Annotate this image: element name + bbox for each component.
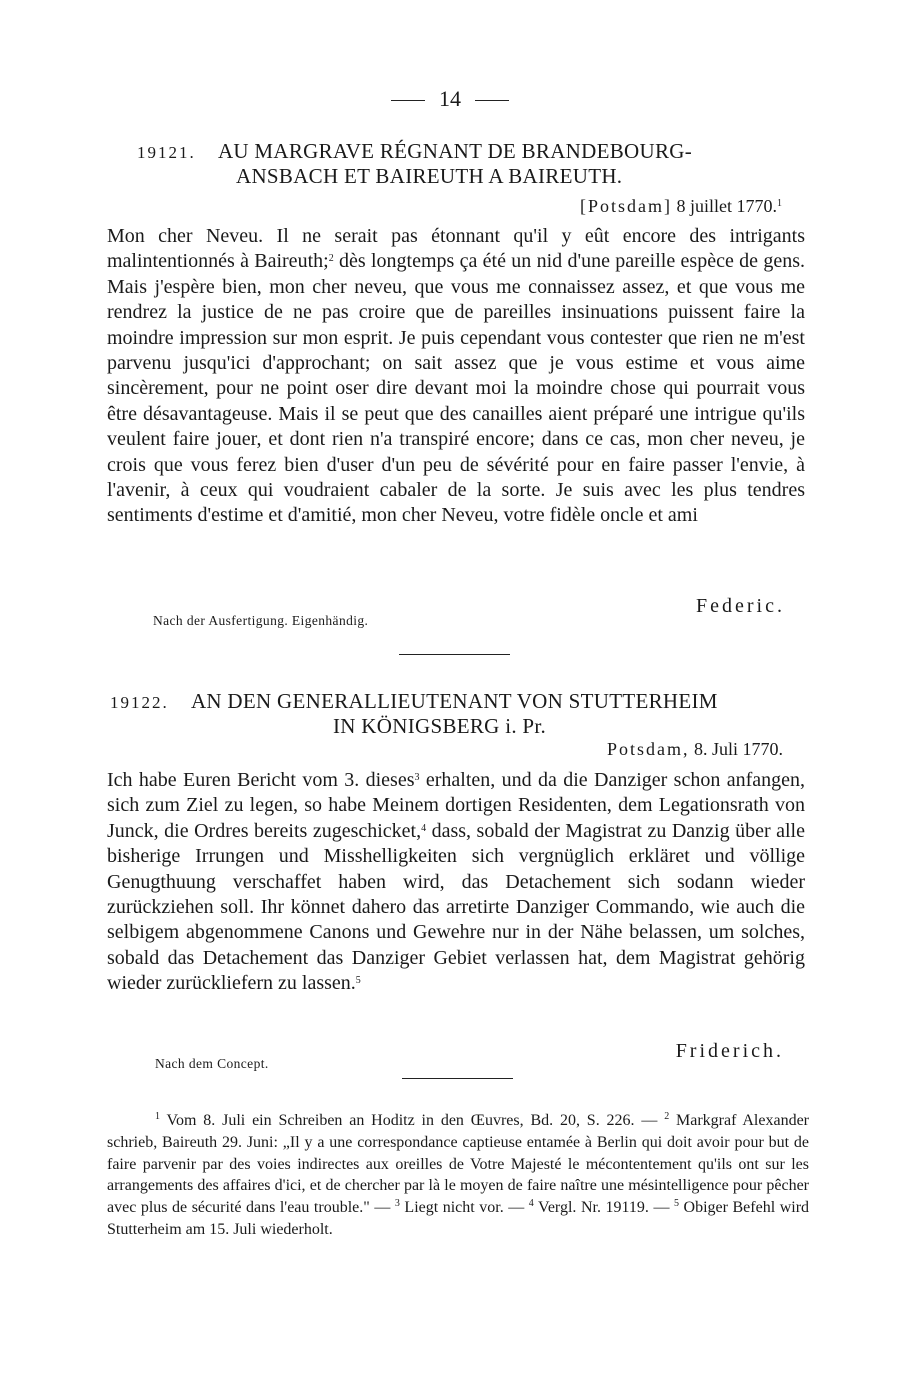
letter-1-heading-text: AU MARGRAVE RÉGNANT DE BRANDEBOURG- bbox=[217, 139, 693, 163]
letter-2-text: dass, sobald der Magistrat zu Danzig über alle bisherige Irrungen und Misshelligkeiten sich vergnüglich erkläret und völlige Genugthuung verschaffet haben wird, das Detachement sich sodann wieder zurückziehen soll. Ihr könnet dahero das arretirte Danziger Commando, wie auch die selbigem abgenommene Canons und Gewehre nur in der Nähe belassen, um solches, sobald das Detachement das Danziger Gebiet verlassen hat, dem Magistrat gehörig wieder zurückliefern zu lassen. bbox=[107, 819, 805, 995]
letter-2-source-note: Nach dem Concept. bbox=[155, 1056, 269, 1071]
footnotes bbox=[107, 1110, 809, 1241]
page-number bbox=[0, 86, 900, 112]
letter-2-date bbox=[607, 739, 783, 760]
letter-2-paragraph bbox=[107, 768, 805, 997]
section-divider bbox=[399, 654, 510, 655]
page-number-rule-right bbox=[475, 100, 509, 101]
footnote-text: Vergl. Nr. 19119. — bbox=[533, 1199, 674, 1217]
footnote-text: Obiger Befehl wird Stutterheim am 15. Juli wiederholt. bbox=[107, 1199, 810, 1238]
letter-1-heading-line2: ANSBACH ET BAIREUTH A BAIREUTH. bbox=[236, 164, 623, 188]
footnote-ref: 3 bbox=[414, 772, 420, 783]
letter-1-source-note: Nach der Ausfertigung. Eigenhändig. bbox=[153, 613, 369, 628]
letter-2-body bbox=[107, 768, 805, 997]
letter-1-signature: Federic. bbox=[696, 595, 785, 617]
letter-1-text: dès longtemps ça été un nid d'une pareille espèce de gens. Mais j'espère bien, mon cher neveu, que vous me connaissez assez, et que vous me rendrez la justice de ne pas croire que de pareilles insinuations puissent faire la moindre impression sur mon esprit. Je puis cependant vous contester que rien ne m'est parvenu jusqu'ici d'approchant; on sait assez que je vous estime et vous aime sincèrement, pour ne point oser dire devant moi la moindre chose qui pourrait vous être désavantageuse. Mais il se peut que des canailles aient préparé une intrigue qu'ils veulent faire jouer, et dont rien n'a transpiré encore; dans ce cas, mon cher neveu, je crois que vous ferez bien d'user d'un peu de sévérité pour en faire passer l'envie, à l'avenir, à ceux qui voudraient cabaler de la sorte. Je suis avec les plus tendres sentiments d'estime et d'amitié, mon cher Neveu, votre fidèle oncle et ami bbox=[107, 250, 805, 527]
section-divider bbox=[402, 1078, 513, 1079]
footnote-marker: 1 bbox=[155, 1111, 160, 1122]
page-number-text: 14 bbox=[439, 86, 461, 111]
footnote-ref: 2 bbox=[328, 253, 334, 265]
letter-1-number: 19121. bbox=[137, 143, 196, 162]
footnote-ref: 5 bbox=[355, 975, 361, 987]
footnotes-paragraph bbox=[107, 1110, 809, 1241]
letter-1-date-place: [Potsdam] bbox=[580, 196, 672, 216]
footnote-marker: 4 bbox=[528, 1198, 534, 1210]
letter-1-paragraph bbox=[107, 224, 805, 529]
letter-2-signature: Friderich. bbox=[675, 1040, 784, 1062]
letter-2-number: 19122. bbox=[110, 693, 169, 712]
footnote-marker: 3 bbox=[394, 1198, 400, 1210]
footnote-text: Markgraf Alexander schrieb, Baireuth 29. Juni: „Il y a une correspondance captieuse entamée à Berlin qui doit avoir pour but de faire parvenir par des voies indirectes aux oreilles de Votre Majesté le mécontentement qu'ils ont sur les arrangements des affaires d'ici, et de chercher par là le moyen de faire naître une mésintelligence pour pêcher avec plus de sécurité dans l'eau trouble." — bbox=[107, 1112, 810, 1217]
page-number-rule-left bbox=[391, 100, 425, 101]
letter-1-date-rest: 8 juillet 1770. bbox=[672, 196, 777, 216]
footnote-text: Vom 8. Juli ein Schreiben an Hoditz in den Œuvres, Bd. 20, S. 226. — bbox=[160, 1112, 665, 1129]
footnote-text: Liegt nicht vor. — bbox=[399, 1199, 529, 1217]
letter-1-text: Mon cher Neveu. Il ne serait pas étonnant qu'il y eût encore des intrigants malintentionnés à Baireuth; bbox=[107, 225, 805, 273]
letter-2-date-place: Potsdam, bbox=[606, 739, 690, 759]
letter-2-date-rest: 8. Juli 1770. bbox=[689, 739, 783, 759]
letter-1-body bbox=[107, 224, 805, 529]
footnote-ref: 4 bbox=[421, 822, 427, 834]
letter-1-date-note: 1 bbox=[777, 198, 782, 209]
letter-2-heading-text: AN DEN GENERALLIEUTENANT VON STUTTERHEIM bbox=[190, 689, 718, 713]
letter-2-heading-line2: IN KÖNIGSBERG i. Pr. bbox=[333, 714, 547, 738]
letter-1-date bbox=[580, 196, 782, 217]
footnote-marker: 5 bbox=[674, 1198, 679, 1210]
letter-2-heading-line1 bbox=[110, 688, 718, 716]
letter-2-text: Ich habe Euren Bericht vom 3. dieses bbox=[107, 769, 415, 791]
footnote-marker: 2 bbox=[664, 1111, 670, 1122]
letter-1-heading-line1 bbox=[137, 138, 692, 166]
letter-2-text: erhalten, und da die Danziger schon anfangen, sich zum Ziel zu legen, so habe Meinem dortigen Residenten, dem Legationsrath von Junck, die Ordres bereits zugeschicket, bbox=[107, 769, 805, 842]
